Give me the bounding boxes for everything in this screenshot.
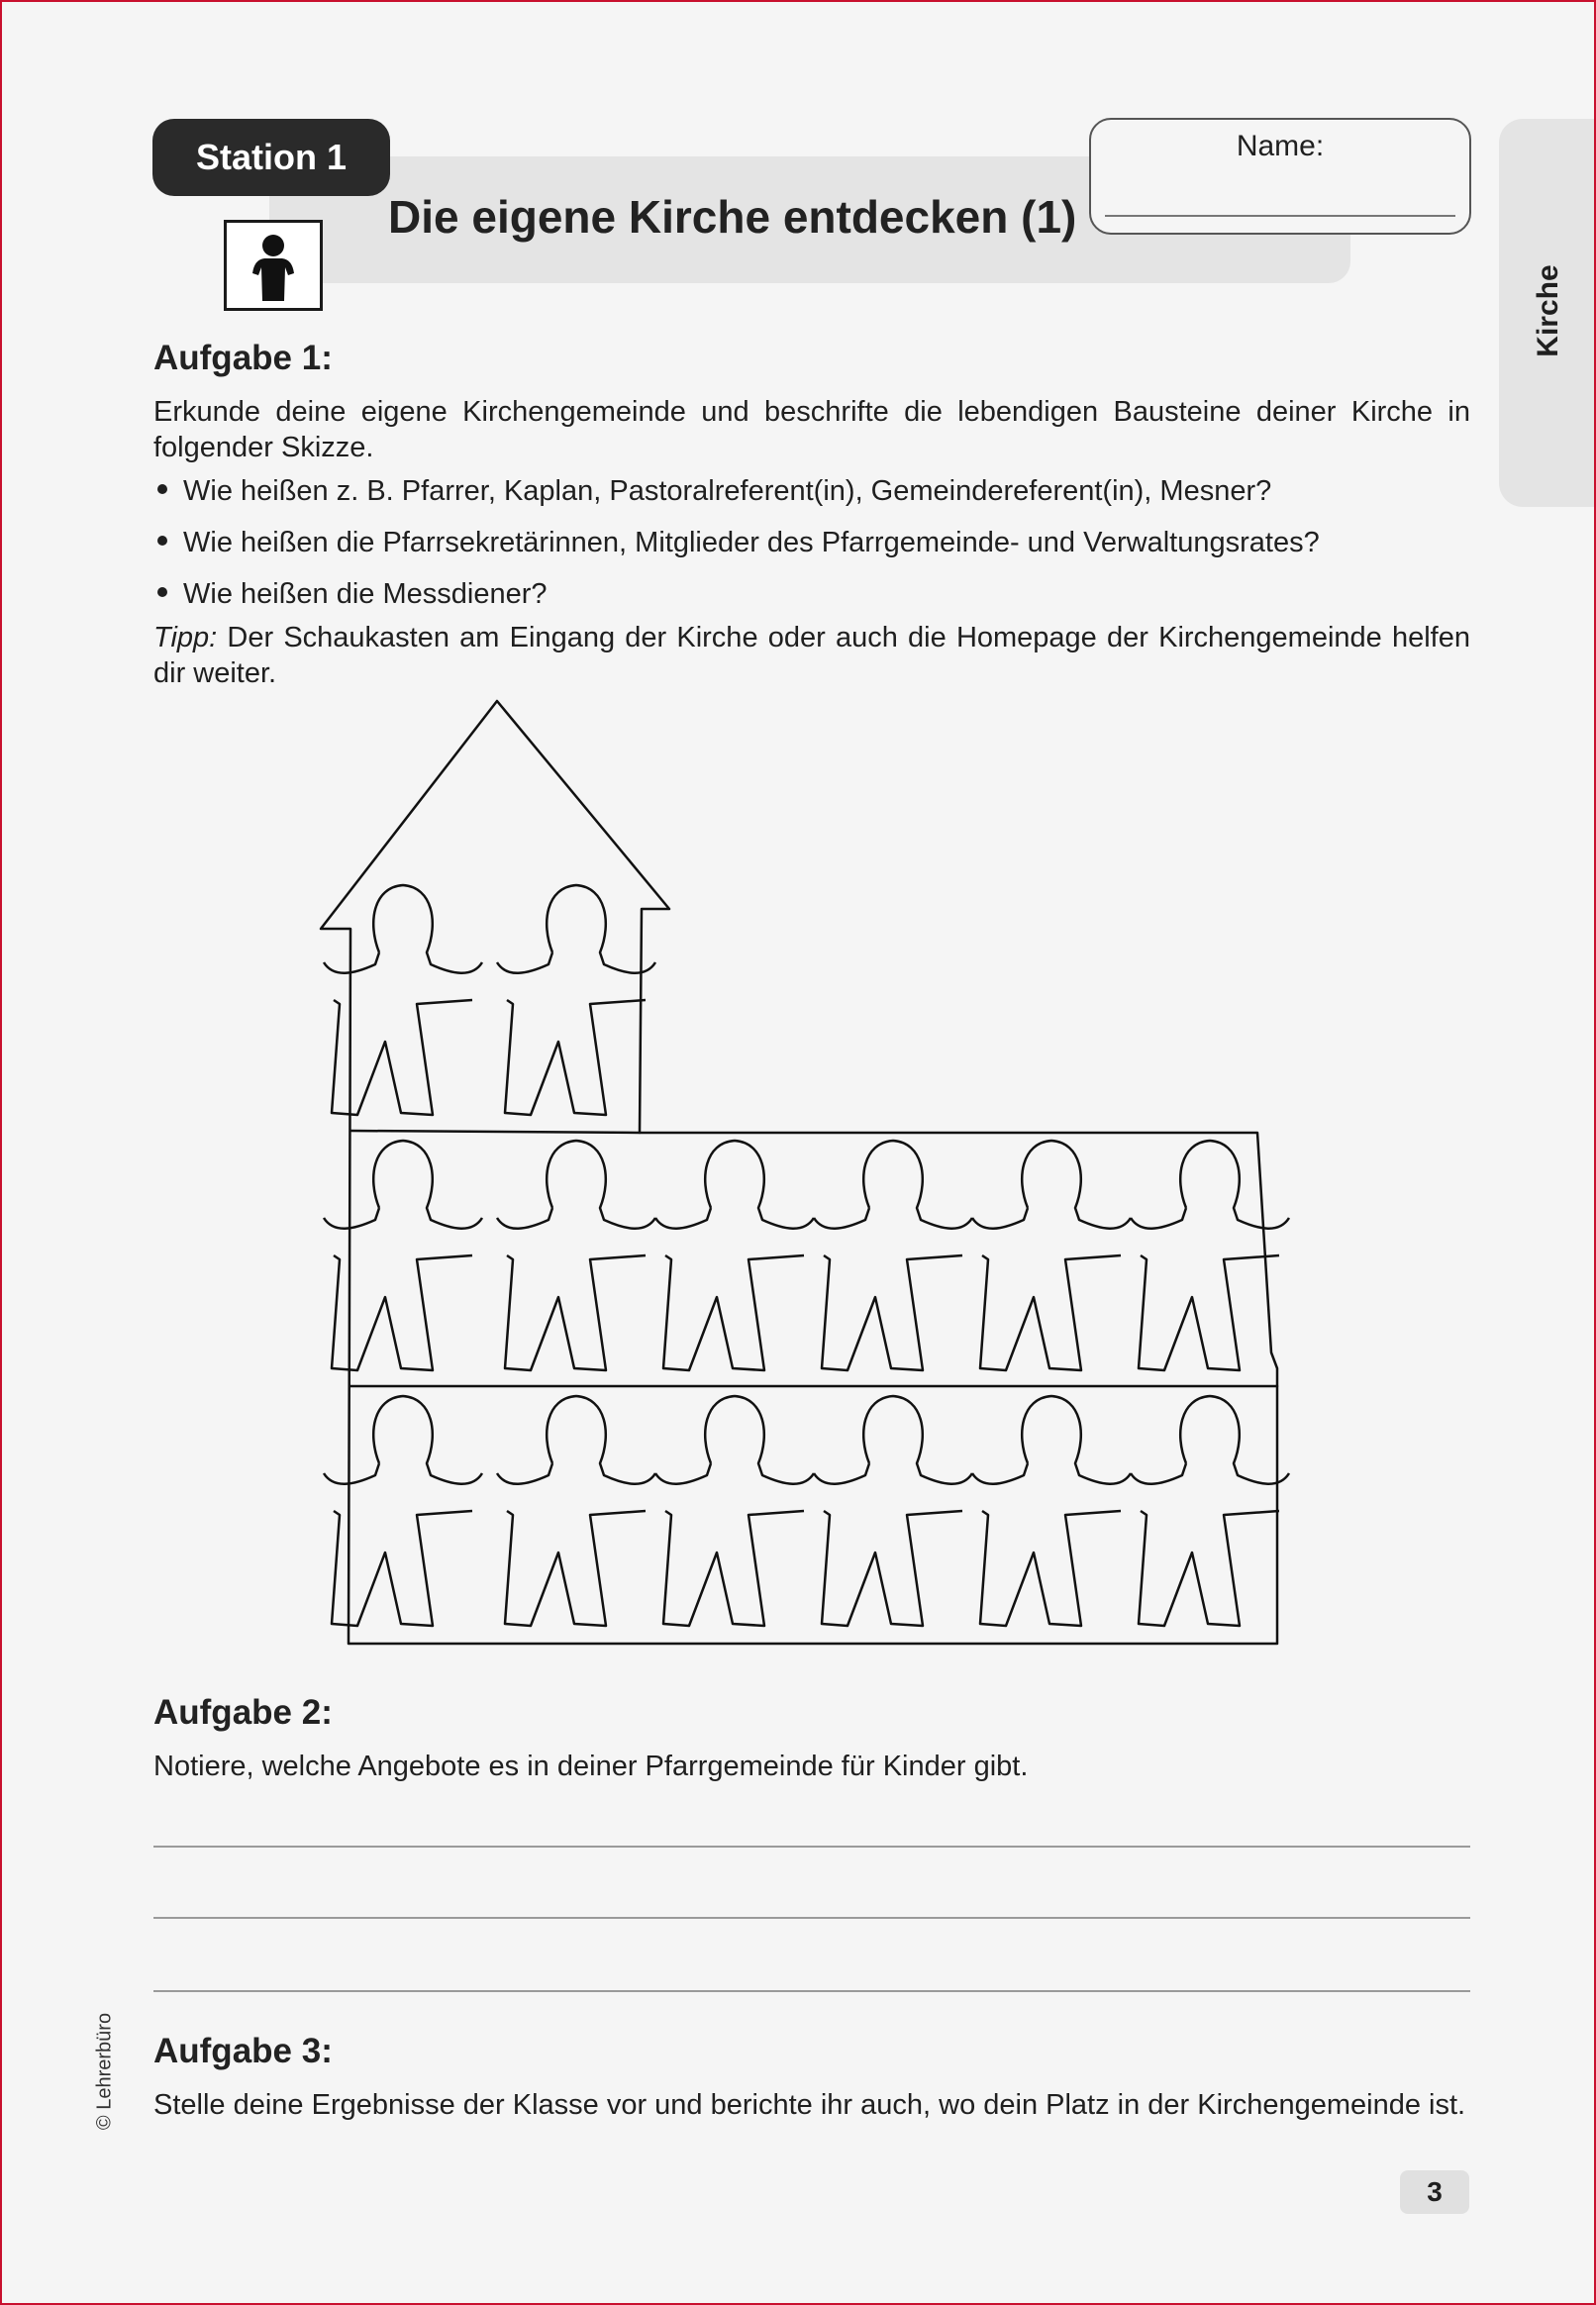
bullet-dot <box>157 587 167 597</box>
bullet-dot <box>157 536 167 546</box>
people-layer <box>324 885 1289 1626</box>
paper-person-figure <box>324 1141 482 1370</box>
task2-heading: Aufgabe 2: <box>153 1693 333 1732</box>
paper-person-figure <box>814 1396 972 1626</box>
name-field[interactable] <box>1089 118 1471 235</box>
paper-person-figure <box>655 1396 814 1626</box>
paper-person-figure <box>497 1396 655 1626</box>
paper-person-figure <box>497 1141 655 1370</box>
answer-line-2[interactable] <box>153 1917 1470 1919</box>
side-tab-label: Kirche <box>1532 264 1564 357</box>
task1-heading: Aufgabe 1: <box>153 339 333 377</box>
paper-person-figure <box>972 1141 1131 1370</box>
name-label: Name: <box>1236 130 1325 162</box>
paper-person-figure <box>814 1141 972 1370</box>
paper-person-figure <box>1131 1141 1289 1370</box>
paper-person-figure <box>972 1396 1131 1626</box>
church-sketch[interactable] <box>309 685 1319 1660</box>
paper-person-figure <box>1131 1396 1289 1626</box>
task1-bullet-1 <box>153 473 1271 509</box>
station-badge: Station 1 <box>152 119 390 196</box>
task1-bullet-3 <box>153 576 548 612</box>
task3-text: Stelle deine Ergebnisse der Klasse vor und berichte ihr auch, wo dein Platz in der Kirchengemeinde ist. <box>153 2089 1466 2121</box>
task3-heading: Aufgabe 3: <box>153 2032 333 2070</box>
page-number: 3 <box>1400 2170 1469 2214</box>
copyright-notice: © Lehrerbüro <box>93 2012 116 2131</box>
task1-intro: Erkunde deine eigene Kirchengemeinde und beschrifte die lebendigen Bausteine deiner Kirche in folgender Skizze. <box>153 396 1470 463</box>
answer-line-3[interactable] <box>153 1990 1470 1992</box>
bullet-dot <box>157 484 167 494</box>
task2-text: Notiere, welche Angebote es in deiner Pfarrgemeinde für Kinder gibt. <box>153 1751 1029 1782</box>
person-icon-graphic <box>239 230 308 301</box>
bullet-text: Wie heißen die Pfarrsekretärinnen, Mitglieder des Pfarrgemeinde- und Verwaltungsrates? <box>183 527 1320 558</box>
church-outline <box>321 701 1277 1644</box>
church-drawing <box>309 685 1319 1655</box>
person-icon <box>224 220 323 311</box>
answer-line-1[interactable] <box>153 1846 1470 1848</box>
tip-text: Der Schaukasten am Eingang der Kirche oder auch die Homepage der Kirchengemeinde helfen dir weiter. <box>153 622 1470 689</box>
paper-person-figure <box>497 885 655 1115</box>
name-write-line <box>1105 215 1455 217</box>
task1-tip <box>153 620 1470 691</box>
paper-person-figure <box>655 1141 814 1370</box>
bullet-text: Wie heißen z. B. Pfarrer, Kaplan, Pastoralreferent(in), Gemeindereferent(in), Mesner? <box>183 475 1272 507</box>
bullet-text: Wie heißen die Messdiener? <box>183 578 548 610</box>
row-divider <box>350 1131 640 1133</box>
paper-person-figure <box>324 885 482 1115</box>
page-title: Die eigene Kirche entdecken (1) <box>388 191 1077 243</box>
tip-label: Tipp: <box>153 622 218 653</box>
task1-bullet-2 <box>153 525 1320 560</box>
